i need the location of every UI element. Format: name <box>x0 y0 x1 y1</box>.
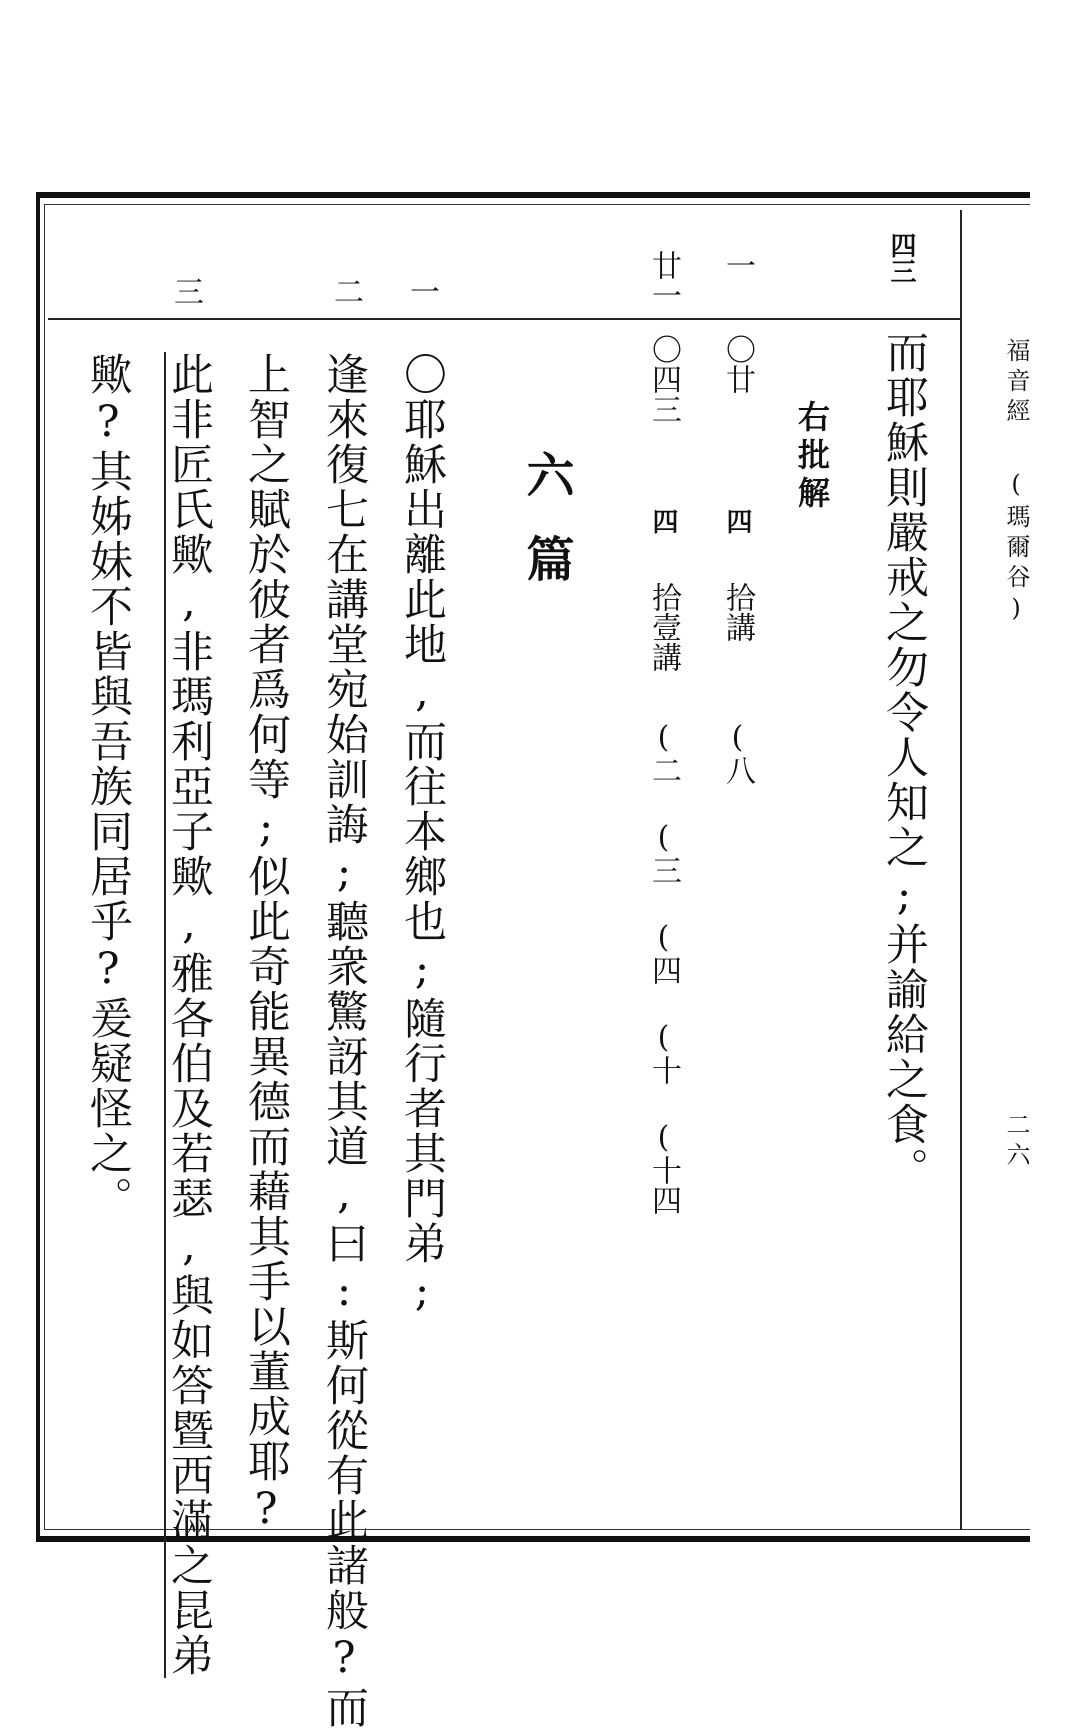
batch-entry-week: 四 <box>722 508 752 534</box>
column-divider <box>960 210 962 1530</box>
batch-entry-refs: (二 (三 (四 (十 (十四 <box>646 720 681 1215</box>
batch-label: 右批解 <box>793 400 831 514</box>
batch-entry-week: 四 <box>648 508 678 534</box>
verse-number: 三 <box>168 276 203 306</box>
batch-entry-refs: (八 <box>720 720 755 785</box>
batch-entry-top: 一 <box>720 250 755 280</box>
batch-entry-top: 廿一 <box>646 250 681 310</box>
batch-entry-circle: 〇四三 <box>646 334 681 424</box>
running-head-book: 福音經 <box>1002 338 1030 428</box>
verse-text: 〇耶穌出離此地,而往本鄉也;隨行者其門弟; <box>397 352 447 1318</box>
verse-text: 此非匠氏歟,非瑪利亞子歟,雅各伯及若瑟,與如答暨西滿之昆弟 <box>164 352 214 1678</box>
batch-entry-lecture: 拾講 <box>720 582 755 642</box>
verse-number: 二 <box>328 276 363 306</box>
chapter-title: 六篇 <box>518 450 574 618</box>
verse-number: 一 <box>404 276 439 306</box>
header-divider <box>48 318 960 320</box>
verse-number: 四三 <box>886 232 916 284</box>
verse-text-continued: 歟?其姊妹不皆與吾族同居乎?爰疑怪之。 <box>83 352 133 1221</box>
batch-entry-circle: 〇廿 <box>720 334 755 394</box>
running-head-author: (瑪爾谷) <box>1002 470 1030 628</box>
verse-text: 而耶穌則嚴戒之勿令人知之;并諭給之食。 <box>879 330 929 1192</box>
verse-text-continued: 上智之賦於彼者爲何等;似此奇能異德而藉其手以董成耶? <box>241 352 291 1536</box>
verse-text: 逢來復七在講堂宛始訓誨;聽衆驚訝其道,曰:斯何從有此諸般?而 <box>319 352 369 1730</box>
page-number: 二六 <box>1002 1112 1030 1172</box>
batch-entry-lecture: 拾壹講 <box>646 582 681 672</box>
